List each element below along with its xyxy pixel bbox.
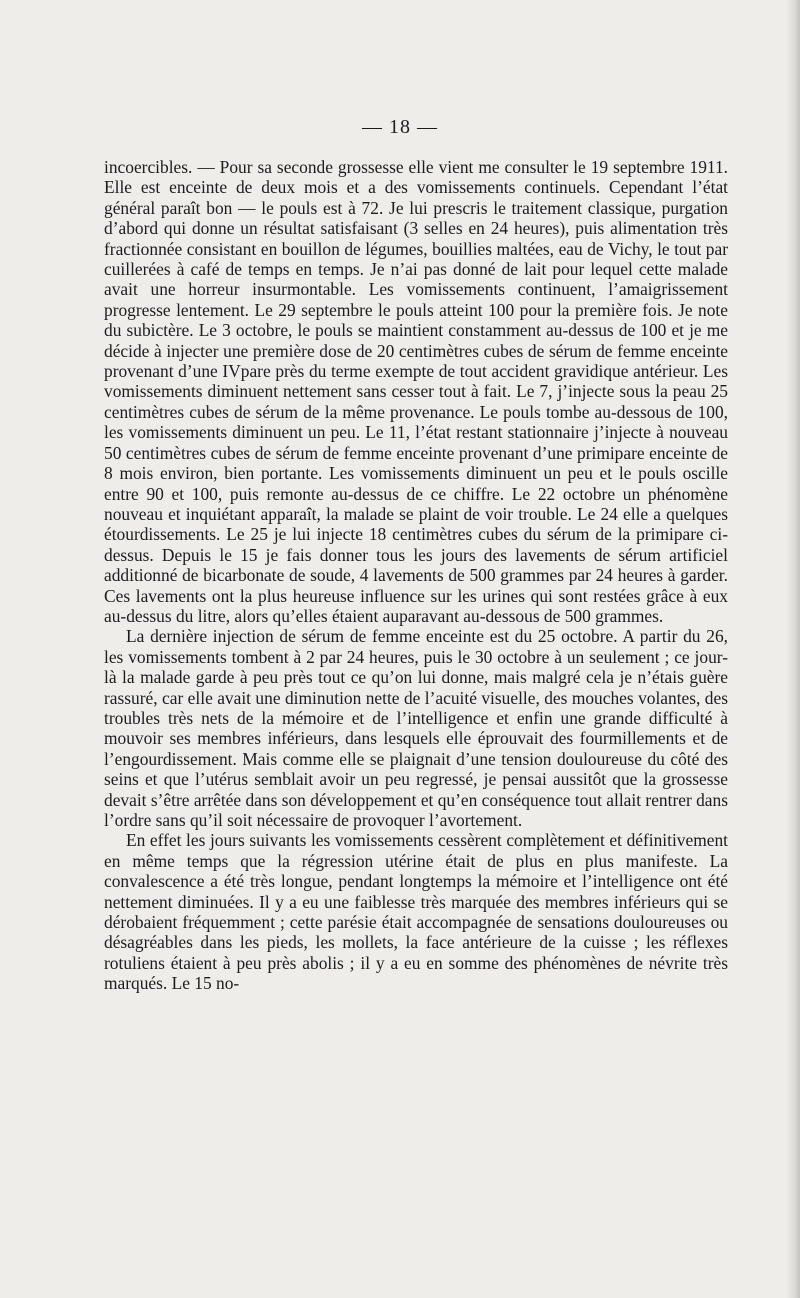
paragraph: En effet les jours suivants les vomissements cessèrent complètement et définitivement en même temps que la régression utérine était de plus en plus manifeste. La convalescence a été très longue, pendant longtemps la mémoire et l’intelligence ont été nettement diminuées. Il y a eu une faiblesse très marquée des membres inférieurs qui se dérobaient fréquemment ; cette parésie était accompagnée de sensations douloureuses ou désagréables dans les pieds, les mollets, la face antérieure de la cuisse ; les réflexes rotuliens étaient à peu près abolis ; il y a eu en somme des phénomènes de névrite très marqués. Le 15 no-: [104, 830, 728, 994]
paragraph: incoercibles. — Pour sa seconde grossesse elle vient me consulter le 19 septembre 1911. Elle est enceinte de deux mois et a des vomissements continuels. Cependant l’état général paraît bon — le pouls est à 72. Je lui prescris le traitement classique, purgation d’abord qui donne un résultat satisfaisant (3 selles en 24 heures), puis alimentation très fractionnée consistant en bouillon de légumes, bouillies maltées, eau de Vichy, le tout par cuillerées à café de temps en temps. Je n’ai pas donné de lait pour lequel cette malade avait une horreur insurmontable. Les vomissements continuent, l’amaigrissement progresse lentement. Le 29 septembre le pouls atteint 100 pour la première fois. Je note du subictère. Le 3 octobre, le pouls se maintient constamment au-dessus de 100 et je me décide à injecter une première dose de 20 centimètres cubes de sérum de femme enceinte provenant d’une IVpare près du terme exempte de tout accident gravidique antérieur. Les vomissements diminuent nettement sans cesser tout à fait. Le 7, j’injecte sous la peau 25 centimètres cubes de sérum de la même provenance. Le pouls tombe au-dessous de 100, les vomissements diminuent un peu. Le 11, l’état restant stationnaire j’injecte à nouveau 50 centimètres cubes de sérum de femme enceinte provenant d’une primipare enceinte de 8 mois environ, bien portante. Les vomissements diminuent un peu et le pouls oscille entre 90 et 100, puis remonte au-dessus de ce chiffre. Le 22 octobre un phénomène nouveau et inquiétant apparaît, la malade se plaint de voir trouble. Le 24 elle a quelques étourdissements. Le 25 je lui injecte 18 centimètres cubes du sérum de la primipare ci-dessus. Depuis le 15 je fais donner tous les jours des lavements de sérum artificiel additionné de bicarbonate de soude, 4 lavements de 500 grammes par 24 heures à garder. Ces lavements ont la plus heureuse influence sur les urines qui sont restées grâce à eux au-dessus du litre, alors qu’elles étaient auparavant au-dessous de 500 grammes.: [104, 157, 728, 626]
paragraph: La dernière injection de sérum de femme enceinte est du 25 octobre. A partir du 26, les vomissements tombent à 2 par 24 heures, puis le 30 octobre à un seulement ; ce jour-là la malade garde à peu près tout ce qu’on lui donne, mais malgré cela je n’étais guère rassuré, car elle avait une diminution nette de l’acuité visuelle, des mouches volantes, des troubles très nets de la mémoire et de l’intelligence et enfin une grande difficulté à mouvoir ses membres inférieurs, dans lesquels elle éprouvait des fourmillements et de l’engourdissement. Mais comme elle se plaignait d’une tension douloureuse du côté des seins et que l’utérus semblait avoir un peu regressé, je pensai aussitôt que la grossesse devait s’être arrêtée dans son développement et qu’en conséquence tout allait rentrer dans l’ordre sans qu’il soit nécessaire de provoquer l’avortement.: [104, 626, 728, 830]
page-edge-shadow: [786, 0, 800, 1298]
body-text: [104, 157, 728, 994]
page-number: — 18 —: [362, 116, 438, 138]
